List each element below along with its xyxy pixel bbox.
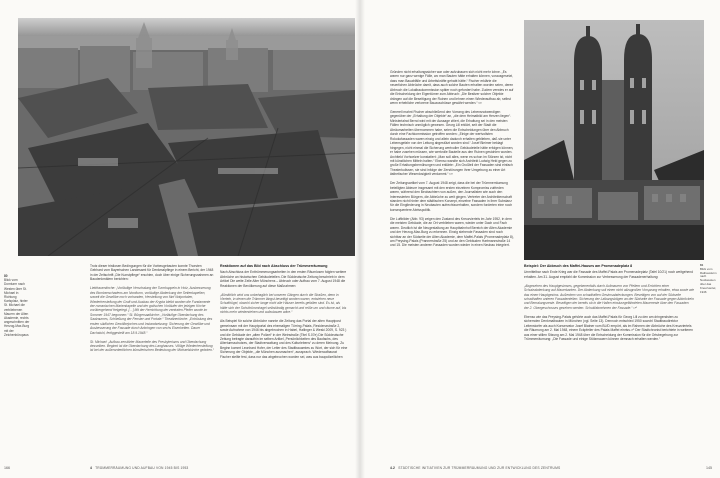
right-figure-caption <box>700 264 718 294</box>
page-number: 145 <box>706 466 712 470</box>
paragraph: Der Zeitungsartikel vom 7. August 1948 zeigt, dass die bei der Trümmerräumung beteiligten Akteure insgesamt mit den ersten einzelnen Kompromiss zufrieden waren, während den Beobachtern von außen, den Journalisten wie auch den Interessierten Bürgern, die Abbrüche zu weit gingen. Vertreter der Architektenschaft standen nicht hinter dem städtischen Konzept, einzelne Fassaden in ihrer Substanz für die Eingliederung in Neubauten aufrechtzuerhalten, sondern forderten eine noch konsequentere Abrisspolitik. <box>390 181 513 212</box>
paragraph: Unmittelbar nach Ende Krieg war die Fassade des Maffei-Palais am Promenadeplatz (Tafel 10/21) noch weitgehend erhalten. Am 31. August empfahl die Kommission zur Verbesserung der Fassadenerhaltung: <box>524 270 693 279</box>
quote-paragraph: „Abgesehen des Hauptgesimses, gegebenenfalls durch Aufmauern von Pfeilern und Errichten einer Schutzabdeckung auf Mauerkanten. Der Abdeckung soll einen nicht allzugroßen Vorsprung erhalten, etwa sowie wie das einen Hauptgesims. Außerdem von schadhaften Gesimsabdeckungen. Beseitigen von auf der Südseite schadhaften unteren Fassadenteilen. Sicherung der Laibungsbögen an der Südseite der Fassade gegen Abbröckeln und Bemalungsreste. Beseitigen der bereits ob in die Hallen einsturzgefährdeten Mauerreste über den Fassaden der 2. Obergeschosses gesehen werden. Schutt/abnehmen der Fassade.“ ¹³⁴ <box>524 283 695 310</box>
chapter-title: STÄDTISCHE INITIATIVEN ZUR TRÜMMERRÄUMUNG UND ZUR ENTWICKLUNG DES ZENTRUMS <box>398 466 561 470</box>
paragraph: Als Beispiel für solche Abbrüche nannte die Zeitung das Portal der alten Hauptpost gemeinsam mit der Hauptportal des ehemaligen Törring-Palais, Residenzstraße 2, sowie Aufnahme von 1946 bis abgebrochen in Habel, Hallinger & Weski 2009, S. 923 ) und die Gebäude der „alten Polizei“ in der Weinstraße (Titel S.07e) Die Süddeutsche Zeitung befragte daraufhin im selben Artikel „Persönlichkeiten des Baufachs, des Altertumsschutzes, der Stadtverwaltung und des Kulturlebens“ zu deren Meinung. Zu Beginn kommt Leonhard Hofer, der Leiter des Stadtbauamtes zu Wort, der sich für eine Sicherung der Objekte, „die München ausmachen“, aussprach. Wiederaufbaurat Fischer stellte fest, dass nur das abgebrochen worden sei, was aus baupolizeilichen <box>220 319 348 359</box>
paragraph: Generell mahnt Fischer abschließend den Vorrang des Lebensnotwendigen gegenüber der „Erhaltung der Objekte“ an, „die dem Heimatbild am Herzen liegen“. Ministerialrat Bernd wird mit der Aussage zitiert, die Erhaltung sei in den meisten Fällen technisch unmöglich gewesen. Georg Lill erklärt, seit der Stadt die Abräumarbeiten übernommen habe, seien die Entscheidungen über den Abbruch durch eine Fachkommission getroffen worden: „Einige der wertvollsten Rokokofassaden waren einzig und allein dadurch erhalten geblieben, daß sie unter Lebensgefahr von der Leitung abgestützt worden sind.“ Josef Bleimer beklagt hingegen, nicht einmal die Sicherung wertvoller Gebäudeteile hätte erfolgen können, er habe zusehen müssen, wie wertvolle Bauteile aus den Ruinen gestohlen wurden. Architekt Vorhoelzer konstatiert: „Man soll alles, wenn es schon im Stürzen ist, nicht mit künstlichen Mitteln halten.“ Ebenso wandte sich Architekt Ludwig Held gegen zu große Erhaltungsbemühungen und erklärte: „Ein Großteil der Fassaden sind einfach Theaterkulissen, sie sind infolge der Zerstörungen ihrer Umgebung zu einer Art ästhetischer Wesenlosigkeit verdammt.“ ¹³³ <box>390 110 514 177</box>
left-figure-caption <box>4 274 30 337</box>
paragraph: Trotz dieser tristlosen Bedingungen für die Vorbeugebauten konnte Thorsten Gebhard vom Bayerischen Landesamt für Denkmalpflege in einem Bericht, der 1948 in der Zeitschrift „Die Kunstpflege“ erschien, doch über einige Sicherungsnahmen an Baudenkmälern berichten: <box>90 264 214 282</box>
running-footer <box>390 466 560 470</box>
book-gutter <box>355 0 365 478</box>
running-footer <box>90 466 188 470</box>
chapter-title: TRÜMMERRÄUMUNG UND AUFBAU VON 1945 BIS 1953 <box>95 466 189 470</box>
quote-paragraph: Liebfrauenkirche: „Vorläufige Verschalung der Turmkuppeln in Holz, Ausbesserung des Bombenschadens am Nordturm, vorläufige Abdeckung der Seitenkapellen, soweit die Gewölbe noch vorhanden, Herstellung von fünf Notportalen, Wiederherstellung der Gruft und Ausbau der Krypta bleibt wurden die Fundamente der romanischen Marienkapelle und der gotischen Vorläufer der jetzigen Kirche vorübergehend freigelegt. […] Mit der Herrichtung der zentralen Pfeiler wurde im Sommer 1947 begonnen.“ St. Bürgersaalkirche: „Vorläufige Überdachung des Saalraumes, Schließung der Fenster und Portale.“ Theatinerkirche: „Entrüstung des ersten südlichen Gewölbejoches und Instandsetzung: Sicherung der Gewölbe und Ausbesserung der Fassade durch Anbringen von sechs Eisenketten. Dauer Dachstuhl, fertiggestellt am 18.9.1948.“ <box>90 286 213 335</box>
figure-number: 80 <box>4 274 8 278</box>
right-page <box>360 0 720 478</box>
right-column-2 <box>524 264 694 346</box>
quote-paragraph: St. Michael: „Aufbau zerstörter Mauerteile des Presbyteriums und Überdachung desselben. Beginnt ist die Überdachung des Langhauses. Völlige Wiederherstellung ist bei der außerordentlichen künstlerischen Bedeutung der Michaelskirche geboten.“ <box>90 339 214 353</box>
left-column-1 <box>90 264 214 357</box>
page-number: 166 <box>4 466 10 470</box>
chapter-number: 4.2 <box>390 466 396 470</box>
section-heading: Reaktionen auf das Bild nach Abschluss der Trümmerräumung <box>220 264 328 268</box>
left-column-2 <box>220 264 348 364</box>
paragraph: Die Luftbilder (Abb. 93) zeigen den Zustand des Kreuzviertels im Jahr 1952, in dem die meisten Gebäude, die an Ort verblieben waren, wieder unter Dach und Fach waren. Deutlich ist die Neugestaltung an Hauptbahnhof Bereich der Alten Akademie und der Herzog-Max-Burg zu erkennen. Einzig stehende Fassaden sind noch sichtbar an der Südseite der Alten Akademie, dem Maffei-Palais (Promenadeplatz 8), am Preysing-Palais (Prannerstraße 25) und an den Gebäuden Hartmannstraße 14 und 15. Die meisten anderen Fassaden wurden wieder in einen Neubau integriert. <box>390 216 514 248</box>
paragraph: Ebenso wie das Preysing-Palais gehörte auch das Maffei-Palais für Georg Lill zu den am dringendsten zu sichernden Denkmalbauten in München (vgl. Seite 13). Dennoch entschied 1950 sowohl Stadtbaudirektor Leitenstorfer als auch Konservator Josef Blatner vom BLfD empört, als im Rahmen der Abbrüche des Kreuzviertels die Räumung am 2. Mai 1948, einem Eckpfeiler des Palais Maffei einriss.¹³⁵ Der Stadtchronist berichtete in weiteren aus einer stillen Sitzung am 2. Mai 1948 über die Entscheidung der Kommission für die Ortsbegehung zur Trümmerräumung: „Die Fassade und einige Stützmauern können demnach erhalten werden.“ <box>524 314 693 341</box>
frauenkirche-photo <box>524 20 704 260</box>
caption-text: Blick vom Rathausturm nach Nordwesten über das Kreuzviertel, 1946 <box>700 266 717 294</box>
paragraph: Nach Abschluss der Enttrümmerungsarbeiten in den ersten Räumlosen folgten weitere Abbrüche an historischen Gebäudeteilen. Die Süddeutsche Zeitung beschrieb in dem Artikel Die weite Zeile Alter Münchens – Abbruch oder Aufbau vom 7. August 1948 die Reaktionen der Bevölkerung auf diese Maßnahmen: <box>220 270 347 288</box>
section-heading: Beispiel: Der Abbruch des Maffei-Hauses am Promenadeplatz 8 <box>524 264 633 268</box>
figure-number: 81 <box>700 263 704 267</box>
city-rooftops-photo <box>18 18 355 256</box>
paragraph: Gründen nicht erhaltungssicher war oder aufzubauen sich nicht mehr lohne. „Es waren nur ganz wenige Fälle, wo man Bauten hätte erhalten können, vorausgesetzt, dass man Bauabfälle und Arbeitskräfte gehabt hätte.“ Fischer erklärte die neuerlichen Abbrüche damit, dass auch solche Bauten erhalten worden seien, deren Abbruch die Lokalbaukommission später noch gefordert habe. Zudem verwies er auf die Entscheidung der Eigentümer zum Abbruch: „Die Besitzer solcher Objekte drängen auf die Beseitigung der Ruinen und lehnen einen Wiederaufbau ab, selbst wenn erhebliche verlorene Bauzuschüsse gewährt werden.“ ¹³² <box>390 70 514 106</box>
church-towers-image <box>524 20 704 260</box>
chapter-number: 4 <box>90 466 92 470</box>
quote-paragraph: „Allmählich wird uns unbehaglich bei unseren Gängen durch die Straßen, denn in Vierteln, in denen die Trümmer längst beseitigt worden waren, entstehen neue Schutthügel, obwohl sicher lange nicht alle Häuser bereits gefallen sind. Es ist, als hätte sich der Schuttrümmhagel selbständig gemacht und reiße um und räume auf, bis nichts mehr wiederstehen und aufzubauen wäre.“ <box>220 292 347 315</box>
caption-text: Blick vom Domturm nach Westen über St. Michael in Richtung Karlsplatz, hinter St. Michael die verbliebenen Mauern der Alten Akademie, rechts angeschnitten der Herzog-Max-Burg mit der Zeichenbüropaus <box>4 278 30 337</box>
aerial-city-view-image <box>18 18 355 256</box>
right-column-1 <box>390 70 514 252</box>
